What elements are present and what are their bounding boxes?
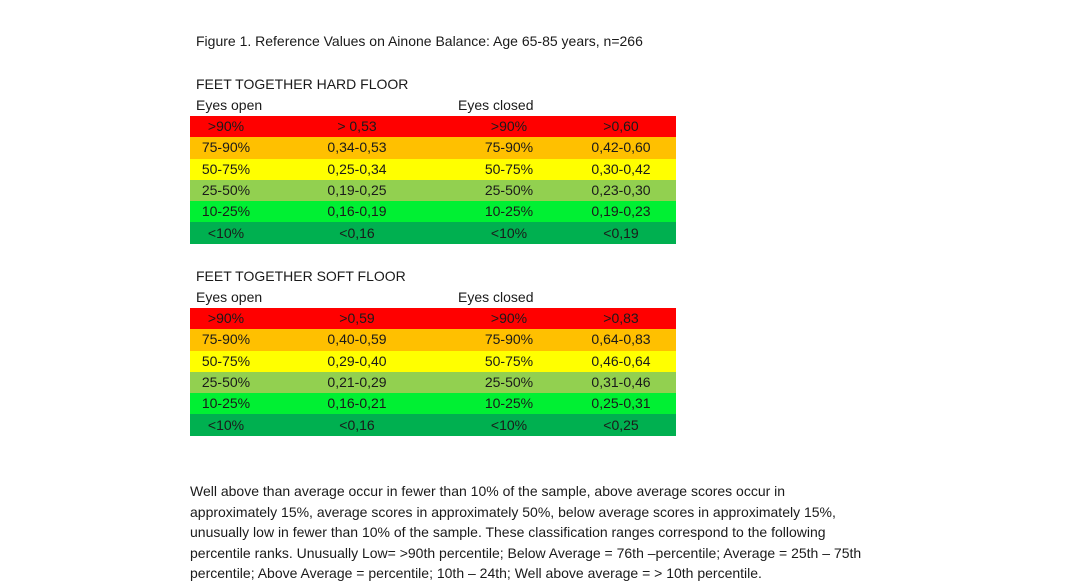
table-body (190, 116, 676, 244)
eyes-closed-label: Eyes closed (458, 289, 534, 305)
eyes-open-percentile: 50-75% (201, 160, 251, 177)
eyes-open-percentile: 50-75% (201, 352, 251, 369)
eyes-open-percentile: 25-50% (201, 374, 251, 391)
eyes-closed-value: 0,31-0,46 (591, 374, 651, 391)
eyes-closed-value: 0,19-0,23 (591, 203, 651, 220)
eyes-closed-percentile: 50-75% (484, 352, 534, 369)
eyes-closed-percentile: <10% (490, 224, 528, 241)
eyes-closed-value: >0,60 (603, 118, 639, 135)
eyes-open-value: 0,25-0,34 (327, 160, 387, 177)
eyes-open-value: 0,29-0,40 (327, 352, 387, 369)
eyes-open-percentile: <10% (207, 224, 245, 241)
eyes-closed-percentile: >90% (490, 310, 528, 327)
table-row (190, 329, 676, 350)
table-row (190, 414, 676, 435)
eyes-open-value: 0,16-0,21 (327, 395, 387, 412)
eyes-open-percentile: 10-25% (201, 203, 251, 220)
eyes-header-row (190, 287, 676, 308)
eyes-closed-percentile: 75-90% (484, 139, 534, 156)
table-row (190, 159, 676, 180)
reference-table-hard-floor (190, 116, 676, 244)
eyes-open-percentile: 10-25% (201, 395, 251, 412)
eyes-open-label: Eyes open (196, 97, 263, 113)
eyes-open-percentile: <10% (207, 416, 245, 433)
eyes-closed-percentile: 25-50% (484, 182, 534, 199)
eyes-closed-value: <0,25 (603, 416, 639, 433)
table-row (190, 180, 676, 201)
section-title: FEET TOGETHER HARD FLOOR (196, 76, 409, 92)
table-row (190, 372, 676, 393)
section-title: FEET TOGETHER SOFT FLOOR (196, 268, 406, 284)
eyes-closed-percentile: 10-25% (484, 395, 534, 412)
reference-table-soft-floor (190, 308, 676, 436)
table-row (190, 351, 676, 372)
eyes-closed-value: 0,23-0,30 (591, 182, 651, 199)
table-row (190, 137, 676, 158)
eyes-open-value: 0,16-0,19 (327, 203, 387, 220)
eyes-closed-label: Eyes closed (458, 97, 534, 113)
eyes-open-value: <0,16 (339, 224, 375, 241)
eyes-closed-value: <0,19 (603, 224, 639, 241)
eyes-open-percentile: >90% (207, 118, 245, 135)
eyes-open-label: Eyes open (196, 289, 263, 305)
table-row (190, 116, 676, 137)
eyes-open-value: 0,21-0,29 (327, 374, 387, 391)
eyes-closed-value: 0,30-0,42 (591, 160, 651, 177)
section-hard-floor (190, 74, 676, 244)
eyes-closed-value: 0,42-0,60 (591, 139, 651, 156)
eyes-closed-value: 0,46-0,64 (591, 352, 651, 369)
eyes-open-percentile: 75-90% (201, 139, 251, 156)
table-row (190, 222, 676, 243)
eyes-open-value: >0,59 (339, 310, 375, 327)
eyes-open-value: 0,19-0,25 (327, 182, 387, 199)
eyes-open-value: 0,34-0,53 (327, 139, 387, 156)
eyes-open-value: <0,16 (339, 416, 375, 433)
eyes-closed-percentile: 10-25% (484, 203, 534, 220)
table-row (190, 201, 676, 222)
table-row (190, 308, 676, 329)
table-body (190, 308, 676, 436)
eyes-open-percentile: 25-50% (201, 182, 251, 199)
section-soft-floor (190, 266, 676, 436)
eyes-closed-percentile: >90% (490, 118, 528, 135)
explanation-paragraph: Well above than average occur in fewer than 10% of the sample, above average scores occur in approximately 15%, average scores in approximately 50%, below average scores in approximately 15%, unusually low in fewer than 10% of the sample. These classification ranges correspond to the following percentile ranks. Unusually Low= >90th percentile; Below Average = 76th –percentile; Average = 25th – 75th percentile; Above Average = percentile; 10th – 24th; Well above average = > 10th percentile. (190, 483, 862, 582)
eyes-closed-value: >0,83 (603, 310, 639, 327)
eyes-closed-percentile: 25-50% (484, 374, 534, 391)
figure-title: Figure 1. Reference Values on Ainone Balance: Age 65-85 years, n=266 (196, 33, 643, 49)
eyes-closed-percentile: <10% (490, 416, 528, 433)
eyes-header-row (190, 95, 676, 116)
eyes-open-value: 0,40-0,59 (327, 331, 387, 348)
eyes-open-percentile: >90% (207, 310, 245, 327)
eyes-closed-value: 0,64-0,83 (591, 331, 651, 348)
eyes-closed-value: 0,25-0,31 (591, 395, 651, 412)
eyes-closed-percentile: 50-75% (484, 160, 534, 177)
eyes-closed-percentile: 75-90% (484, 331, 534, 348)
eyes-open-value: > 0,53 (337, 118, 377, 135)
table-row (190, 393, 676, 414)
eyes-open-percentile: 75-90% (201, 331, 251, 348)
